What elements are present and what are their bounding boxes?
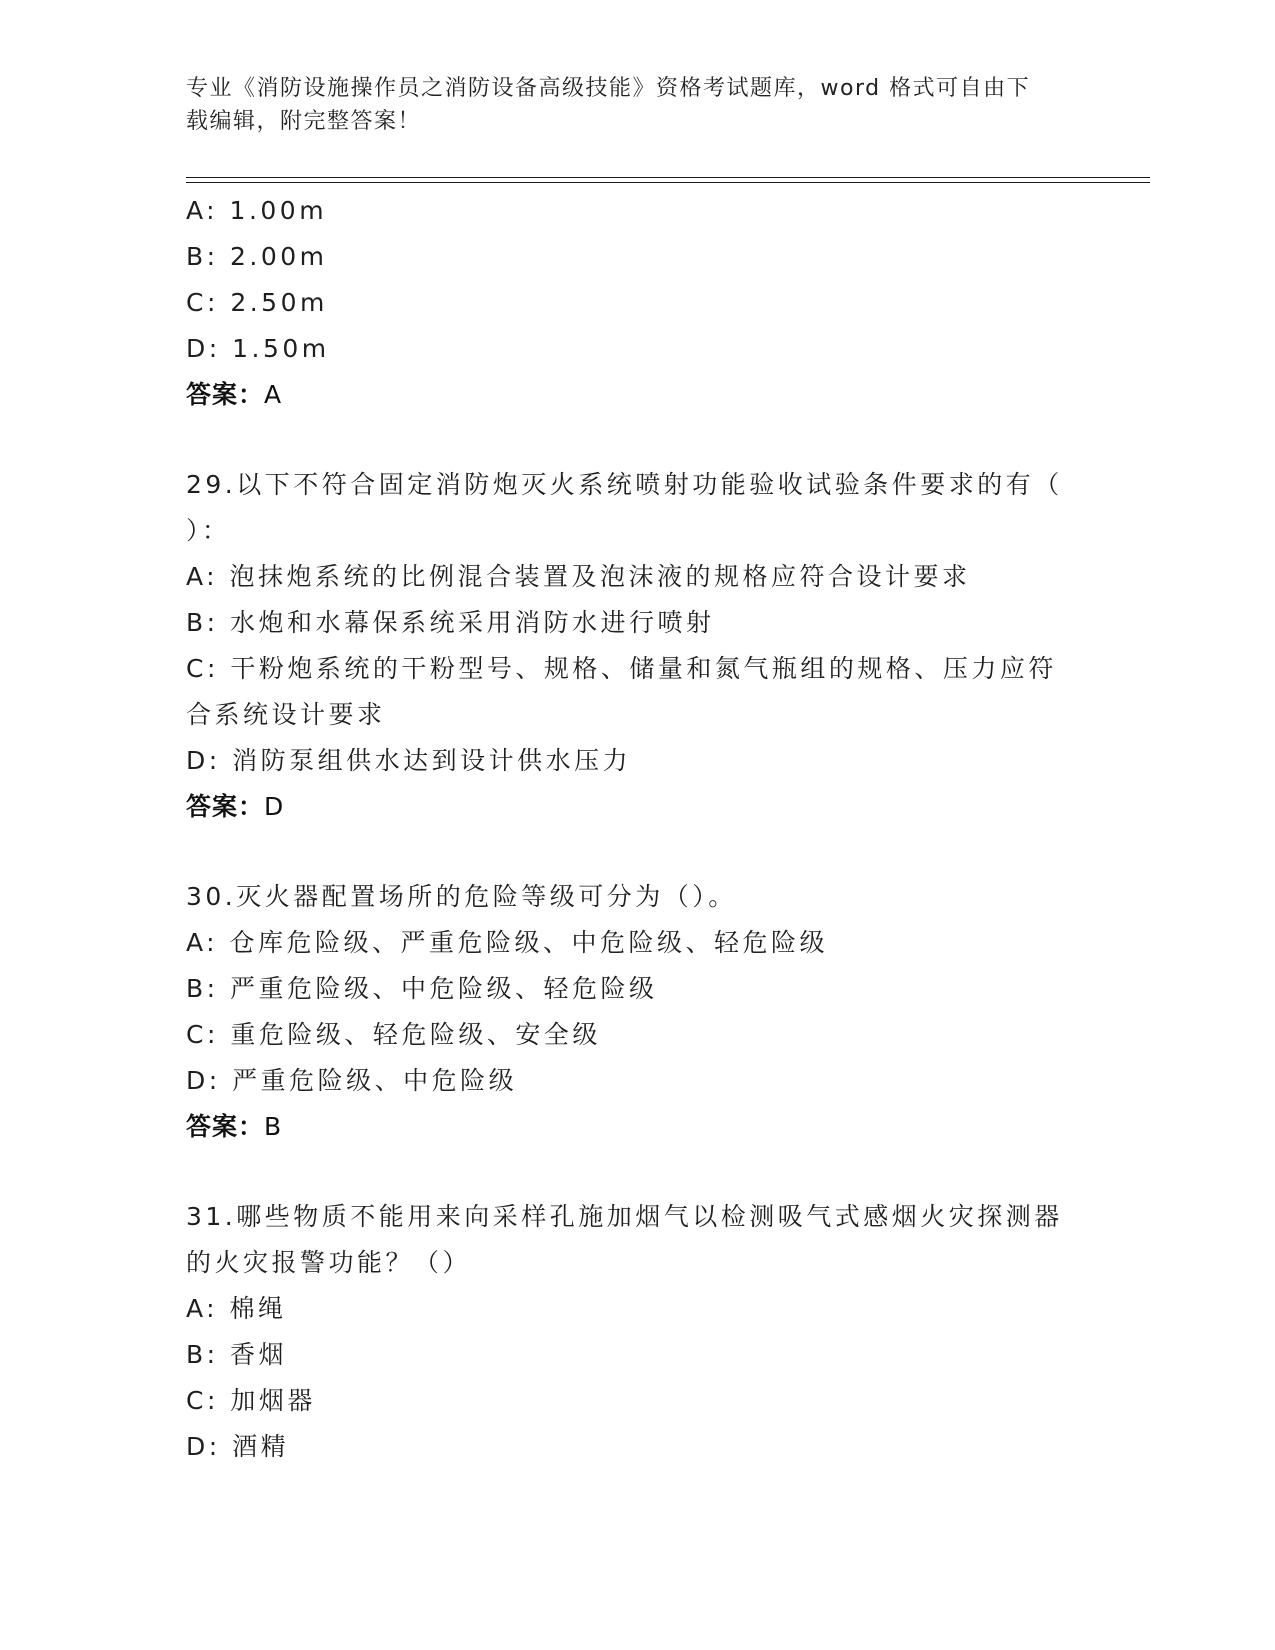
answer-line bbox=[186, 372, 1086, 418]
answer-label: 答案： bbox=[186, 792, 265, 821]
option-a: A: 仓库危险级、严重危险级、中危险级、轻危险级 bbox=[186, 928, 829, 957]
question-stem-line-2: 的火灾报警功能？（） bbox=[186, 1248, 472, 1277]
option-b: B: 2.00m bbox=[186, 242, 328, 271]
option-b: B: 水炮和水幕保系统采用消防水进行喷射 bbox=[186, 608, 715, 637]
option-c-continued: 合系统设计要求 bbox=[186, 700, 386, 729]
option-d: D: 严重危险级、中危险级 bbox=[186, 1066, 518, 1095]
question-block-28 bbox=[186, 188, 1086, 418]
question-block-31 bbox=[186, 1194, 1086, 1470]
option-b: B: 香烟 bbox=[186, 1340, 288, 1369]
answer-label: 答案： bbox=[186, 380, 265, 409]
header-divider-top bbox=[186, 177, 1150, 178]
answer-value: D bbox=[264, 792, 285, 821]
answer-value: A bbox=[264, 380, 283, 409]
option-c: C: 干粉炮系统的干粉型号、规格、储量和氮气瓶组的规格、压力应符 bbox=[186, 654, 1057, 683]
answer-value: B bbox=[264, 1112, 283, 1141]
option-d: D: 消防泵组供水达到设计供水压力 bbox=[186, 746, 632, 775]
document-header bbox=[186, 72, 1066, 138]
option-c: C: 2.50m bbox=[186, 288, 328, 317]
option-c: C: 重危险级、轻危险级、安全级 bbox=[186, 1020, 601, 1049]
option-c: C: 加烟器 bbox=[186, 1386, 316, 1415]
option-a: A: 棉绳 bbox=[186, 1294, 287, 1323]
header-divider-bottom bbox=[186, 182, 1150, 183]
question-stem-line-1: 29.以下不符合固定消防炮灭火系统喷射功能验收试验条件要求的有（ bbox=[186, 470, 1063, 499]
option-a: A: 1.00m bbox=[186, 196, 328, 225]
option-b: B: 严重危险级、中危险级、轻危险级 bbox=[186, 974, 658, 1003]
option-a: A: 泡抹炮系统的比例混合装置及泡沫液的规格应符合设计要求 bbox=[186, 562, 971, 591]
header-line-1: 专业《消防设施操作员之消防设备高级技能》资格考试题库，word 格式可自由下 bbox=[186, 76, 1031, 101]
question-list bbox=[186, 188, 1086, 1470]
answer-line bbox=[186, 1104, 1086, 1150]
question-block-30 bbox=[186, 874, 1086, 1150]
question-stem-line-1: 31.哪些物质不能用来向采样孔施加烟气以检测吸气式感烟火灾探测器 bbox=[186, 1202, 1063, 1231]
answer-line bbox=[186, 784, 1086, 830]
header-line-2: 载编辑，附完整答案！ bbox=[186, 109, 422, 134]
question-stem-line-1: 30.灭火器配置场所的危险等级可分为（）。 bbox=[186, 882, 737, 911]
question-block-29 bbox=[186, 462, 1086, 830]
question-stem-line-2: ）： bbox=[186, 516, 231, 545]
option-d: D: 酒精 bbox=[186, 1432, 290, 1461]
answer-label: 答案： bbox=[186, 1112, 265, 1141]
option-d: D: 1.50m bbox=[186, 334, 330, 363]
